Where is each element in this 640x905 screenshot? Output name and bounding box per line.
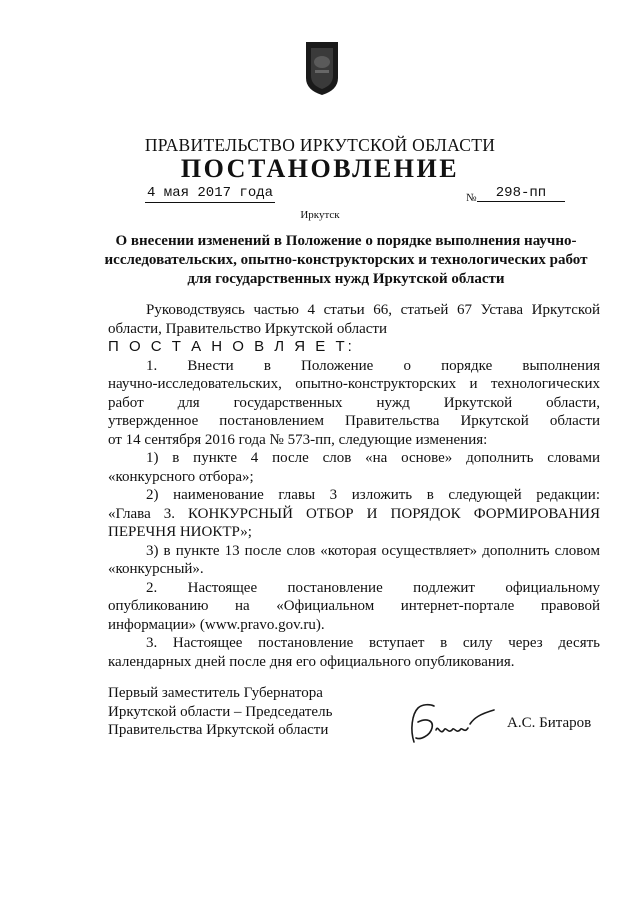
signer-position-line: Правительства Иркутской области <box>108 722 329 738</box>
body-line: информации» (www.pravo.gov.ru). <box>108 616 325 633</box>
body-line: области, Правительство Иркутской области <box>108 320 387 337</box>
body-line: опубликованию на «Официальном интернет-портале правовой <box>108 598 600 614</box>
body-line: календарных дней после дня его официального опубликования. <box>108 653 515 670</box>
document-subject <box>96 232 596 289</box>
government-name: ПРАВИТЕЛЬСТВО ИРКУТСКОЙ ОБЛАСТИ <box>144 135 496 155</box>
body-line: ПЕРЕЧНЯ НИОКТР»; <box>108 524 252 540</box>
city-name: Иркутск <box>300 209 340 221</box>
document-type: ПОСТАНОВЛЕНИЕ <box>180 154 460 183</box>
body-line: «Глава 3. КОНКУРСНЫЙ ОТБОР И ПОРЯДОК ФОРМИРОВАНИЯ <box>108 505 600 522</box>
body-line: утвержденное постановлением Правительства Иркутской области <box>108 413 600 429</box>
body-line: 3) в пункте 13 после слов «которая осуществляет» дополнить словом <box>146 542 600 559</box>
body-line: Руководствуясь частью 4 статьи 66, статьей 67 Устава Иркутской <box>146 302 600 318</box>
body-line: 2. Настоящее постановление подлежит официальному <box>146 579 600 596</box>
signer-position-line: Первый заместитель Губернатора <box>108 685 323 701</box>
body-line: 1. Внести в Положение о порядке выполнения <box>146 357 600 374</box>
body-line: 2) наименование главы 3 изложить в следующей редакции: <box>146 487 600 503</box>
document-date: 4 мая 2017 года <box>147 185 274 201</box>
number-label: № <box>466 192 477 204</box>
body-line: 3. Настоящее постановление вступает в силу через десять <box>146 635 600 651</box>
body-line: «конкурсный». <box>108 561 204 577</box>
subject-line: для государственных нужд Иркутской области <box>187 271 505 287</box>
body-line: научно-исследовательских, опытно-конструкторских и технологических <box>108 376 600 392</box>
document-number: 298-пп <box>477 185 565 202</box>
signer-position <box>108 684 332 740</box>
resolves-heading: П О С Т А Н О В Л Я Е Т: <box>108 338 355 355</box>
body-line: работ для государственных нужд Иркутской области, <box>108 394 600 411</box>
body-line: 1) в пункте 4 после слов «на основе» дополнить словами <box>146 450 600 466</box>
signer-name: А.С. Битаров <box>507 715 592 731</box>
handwritten-signature <box>404 700 500 750</box>
body-line: «конкурсного отбора»; <box>108 468 254 485</box>
body-line: от 14 сентября 2016 года № 573-пп, следующие изменения: <box>108 431 488 448</box>
signer-position-line: Иркутской области – Председатель <box>108 703 333 720</box>
coat-of-arms-emblem <box>302 40 342 96</box>
document-body <box>108 301 600 671</box>
subject-line: исследовательских, опытно-конструкторских и технологических работ <box>104 252 588 268</box>
subject-line: О внесении изменений в Положение о порядке выполнения научно- <box>115 233 577 249</box>
